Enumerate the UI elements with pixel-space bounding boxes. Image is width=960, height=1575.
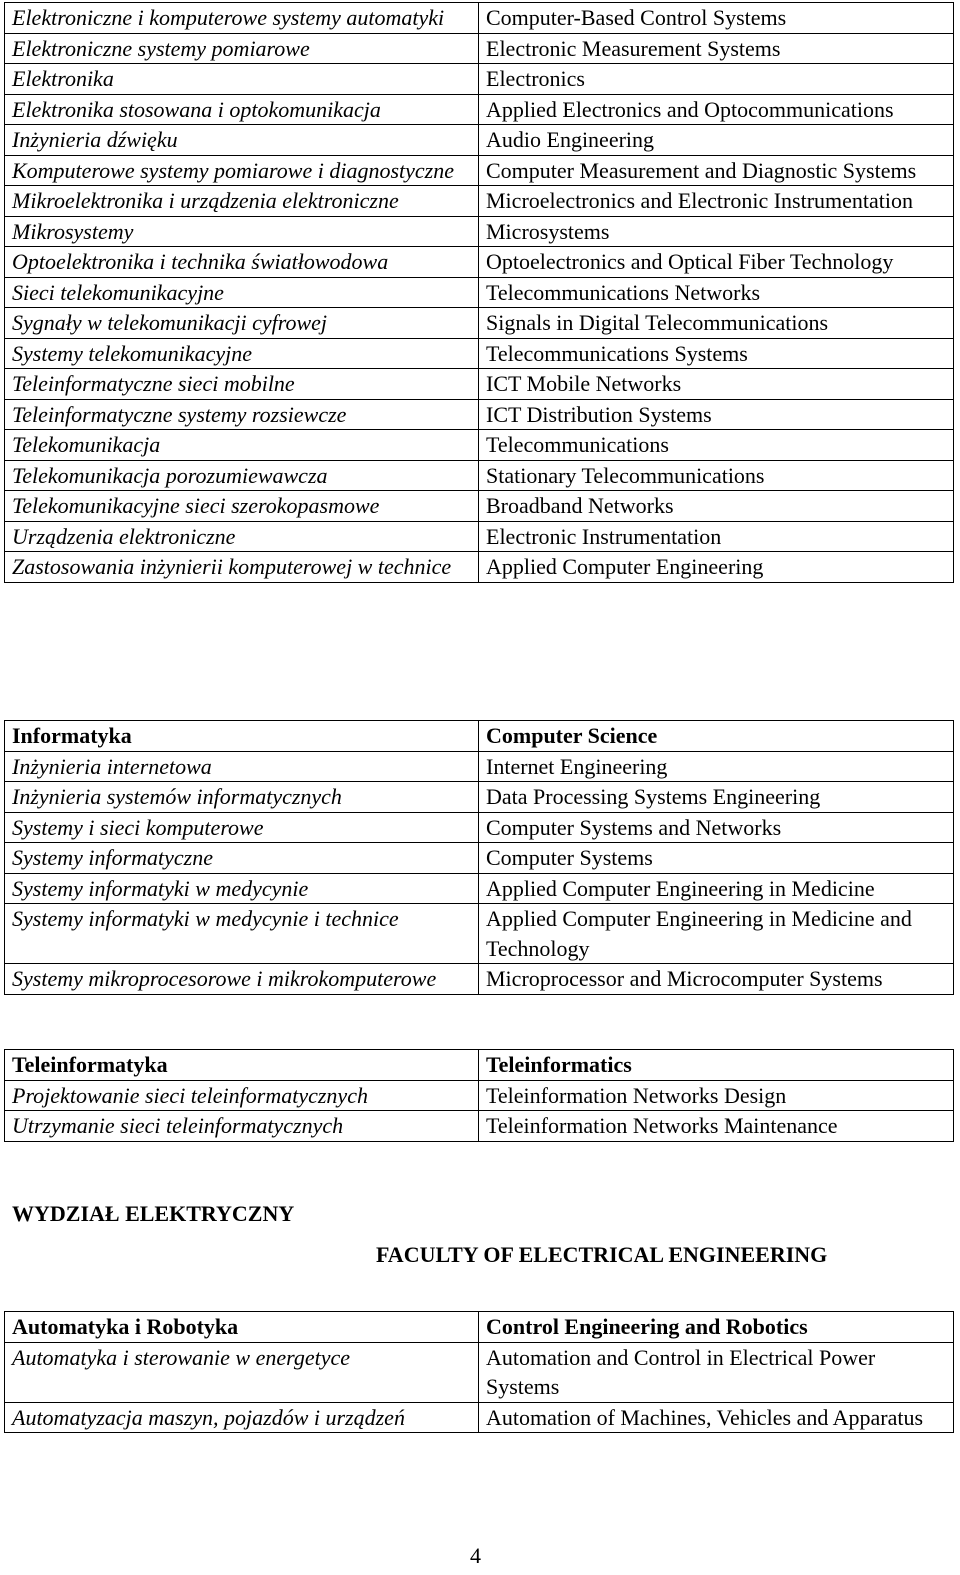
polish-name-cell: Elektroniczne systemy pomiarowe [5, 33, 479, 64]
english-name-cell: Electronic Measurement Systems [479, 33, 954, 64]
table-body [5, 1050, 954, 1142]
english-name-cell: Telecommunications Networks [479, 277, 954, 308]
polish-name-cell: Utrzymanie sieci teleinformatycznych [5, 1111, 479, 1142]
table-row [5, 964, 954, 995]
table-row [5, 460, 954, 491]
english-name-cell: Stationary Telecommunications [479, 460, 954, 491]
table-row [5, 125, 954, 156]
english-name-cell: Signals in Digital Telecommunications [479, 308, 954, 339]
english-name-cell: Automation and Control in Electrical Power Systems [479, 1342, 954, 1402]
polish-name-cell: Sygnały w telekomunikacji cyfrowej [5, 308, 479, 339]
english-name-cell: Computer Systems [479, 843, 954, 874]
english-name-cell: Electronics [479, 64, 954, 95]
polish-name-cell: Automatyzacja maszyn, pojazdów i urządzeń [5, 1402, 479, 1433]
table-row [5, 873, 954, 904]
table-row [5, 3, 954, 34]
faculty-title-polish: WYDZIAŁ ELEKTRYCZNY [12, 1201, 295, 1226]
table-row [5, 1111, 954, 1142]
table-body [5, 721, 954, 995]
faculty-title-english: FACULTY OF ELECTRICAL ENGINEERING [376, 1242, 828, 1267]
polish-name-cell: Mikrosystemy [5, 216, 479, 247]
table-row [5, 216, 954, 247]
table-row [5, 338, 954, 369]
table-row [5, 812, 954, 843]
table-row [5, 1402, 954, 1433]
polish-header-cell: Teleinformatyka [5, 1050, 479, 1081]
table-body [5, 1312, 954, 1433]
english-name-cell: ICT Distribution Systems [479, 399, 954, 430]
english-name-cell: Broadband Networks [479, 491, 954, 522]
table-row [5, 552, 954, 583]
table-row [5, 782, 954, 813]
table-row [5, 1342, 954, 1402]
polish-name-cell: Automatyka i sterowanie w energetyce [5, 1342, 479, 1402]
table-header-row [5, 1050, 954, 1081]
table-row [5, 277, 954, 308]
polish-name-cell: Komputerowe systemy pomiarowe i diagnostyczne [5, 155, 479, 186]
polish-name-cell: Systemy informatyki w medycynie [5, 873, 479, 904]
polish-name-cell: Telekomunikacyjne sieci szerokopasmowe [5, 491, 479, 522]
english-name-cell: Teleinformation Networks Design [479, 1080, 954, 1111]
polish-name-cell: Optoelektronika i technika światłowodowa [5, 247, 479, 278]
control-robotics-table [4, 1311, 954, 1433]
english-name-cell: Applied Computer Engineering [479, 552, 954, 583]
polish-name-cell: Inżynieria internetowa [5, 751, 479, 782]
table-row [5, 1080, 954, 1111]
english-name-cell: Applied Electronics and Optocommunications [479, 94, 954, 125]
polish-name-cell: Systemy informatyki w medycynie i technice [5, 904, 479, 964]
english-name-cell: Audio Engineering [479, 125, 954, 156]
english-header-cell: Teleinformatics [479, 1050, 954, 1081]
table-row [5, 308, 954, 339]
polish-name-cell: Sieci telekomunikacyjne [5, 277, 479, 308]
polish-name-cell: Elektronika [5, 64, 479, 95]
english-name-cell: Data Processing Systems Engineering [479, 782, 954, 813]
english-name-cell: Internet Engineering [479, 751, 954, 782]
table-header-row [5, 1312, 954, 1343]
english-name-cell: Telecommunications Systems [479, 338, 954, 369]
table-row [5, 247, 954, 278]
polish-name-cell: Teleinformatyczne systemy rozsiewcze [5, 399, 479, 430]
table-row [5, 369, 954, 400]
english-name-cell: Computer Measurement and Diagnostic Systems [479, 155, 954, 186]
polish-name-cell: Telekomunikacja porozumiewawcza [5, 460, 479, 491]
polish-name-cell: Systemy mikroprocesorowe i mikrokomputerowe [5, 964, 479, 995]
polish-name-cell: Systemy i sieci komputerowe [5, 812, 479, 843]
english-name-cell: Microprocessor and Microcomputer Systems [479, 964, 954, 995]
english-name-cell: Teleinformation Networks Maintenance [479, 1111, 954, 1142]
polish-name-cell: Urządzenia elektroniczne [5, 521, 479, 552]
polish-name-cell: Inżynieria systemów informatycznych [5, 782, 479, 813]
polish-name-cell: Zastosowania inżynierii komputerowej w technice [5, 552, 479, 583]
table-row [5, 33, 954, 64]
computer-science-table [4, 720, 954, 995]
table-row [5, 843, 954, 874]
english-name-cell: Automation of Machines, Vehicles and Apparatus [479, 1402, 954, 1433]
english-header-cell: Computer Science [479, 721, 954, 752]
table-row [5, 186, 954, 217]
polish-name-cell: Elektronika stosowana i optokomunikacja [5, 94, 479, 125]
english-name-cell: Microsystems [479, 216, 954, 247]
english-name-cell: Applied Computer Engineering in Medicine [479, 873, 954, 904]
polish-name-cell: Elektroniczne i komputerowe systemy automatyki [5, 3, 479, 34]
polish-name-cell: Teleinformatyczne sieci mobilne [5, 369, 479, 400]
english-name-cell: Computer-Based Control Systems [479, 3, 954, 34]
polish-name-cell: Mikroelektronika i urządzenia elektroniczne [5, 186, 479, 217]
english-name-cell: Microelectronics and Electronic Instrumentation [479, 186, 954, 217]
polish-name-cell: Projektowanie sieci teleinformatycznych [5, 1080, 479, 1111]
english-name-cell: Optoelectronics and Optical Fiber Technology [479, 247, 954, 278]
table-row [5, 399, 954, 430]
polish-name-cell: Systemy informatyczne [5, 843, 479, 874]
table-row [5, 751, 954, 782]
table-row [5, 64, 954, 95]
table-row [5, 155, 954, 186]
english-name-cell: Applied Computer Engineering in Medicine and Technology [479, 904, 954, 964]
table-row [5, 94, 954, 125]
polish-name-cell: Systemy telekomunikacyjne [5, 338, 479, 369]
polish-name-cell: Inżynieria dźwięku [5, 125, 479, 156]
electronics-specializations-table [4, 2, 954, 583]
table-row [5, 904, 954, 964]
page-number: 4 [470, 1543, 481, 1568]
table-body [5, 3, 954, 583]
english-name-cell: ICT Mobile Networks [479, 369, 954, 400]
table-row [5, 521, 954, 552]
polish-name-cell: Telekomunikacja [5, 430, 479, 461]
english-name-cell: Computer Systems and Networks [479, 812, 954, 843]
english-name-cell: Telecommunications [479, 430, 954, 461]
english-header-cell: Control Engineering and Robotics [479, 1312, 954, 1343]
english-name-cell: Electronic Instrumentation [479, 521, 954, 552]
polish-header-cell: Automatyka i Robotyka [5, 1312, 479, 1343]
polish-header-cell: Informatyka [5, 721, 479, 752]
table-row [5, 491, 954, 522]
teleinformatics-table [4, 1049, 954, 1142]
table-row [5, 430, 954, 461]
table-header-row [5, 721, 954, 752]
